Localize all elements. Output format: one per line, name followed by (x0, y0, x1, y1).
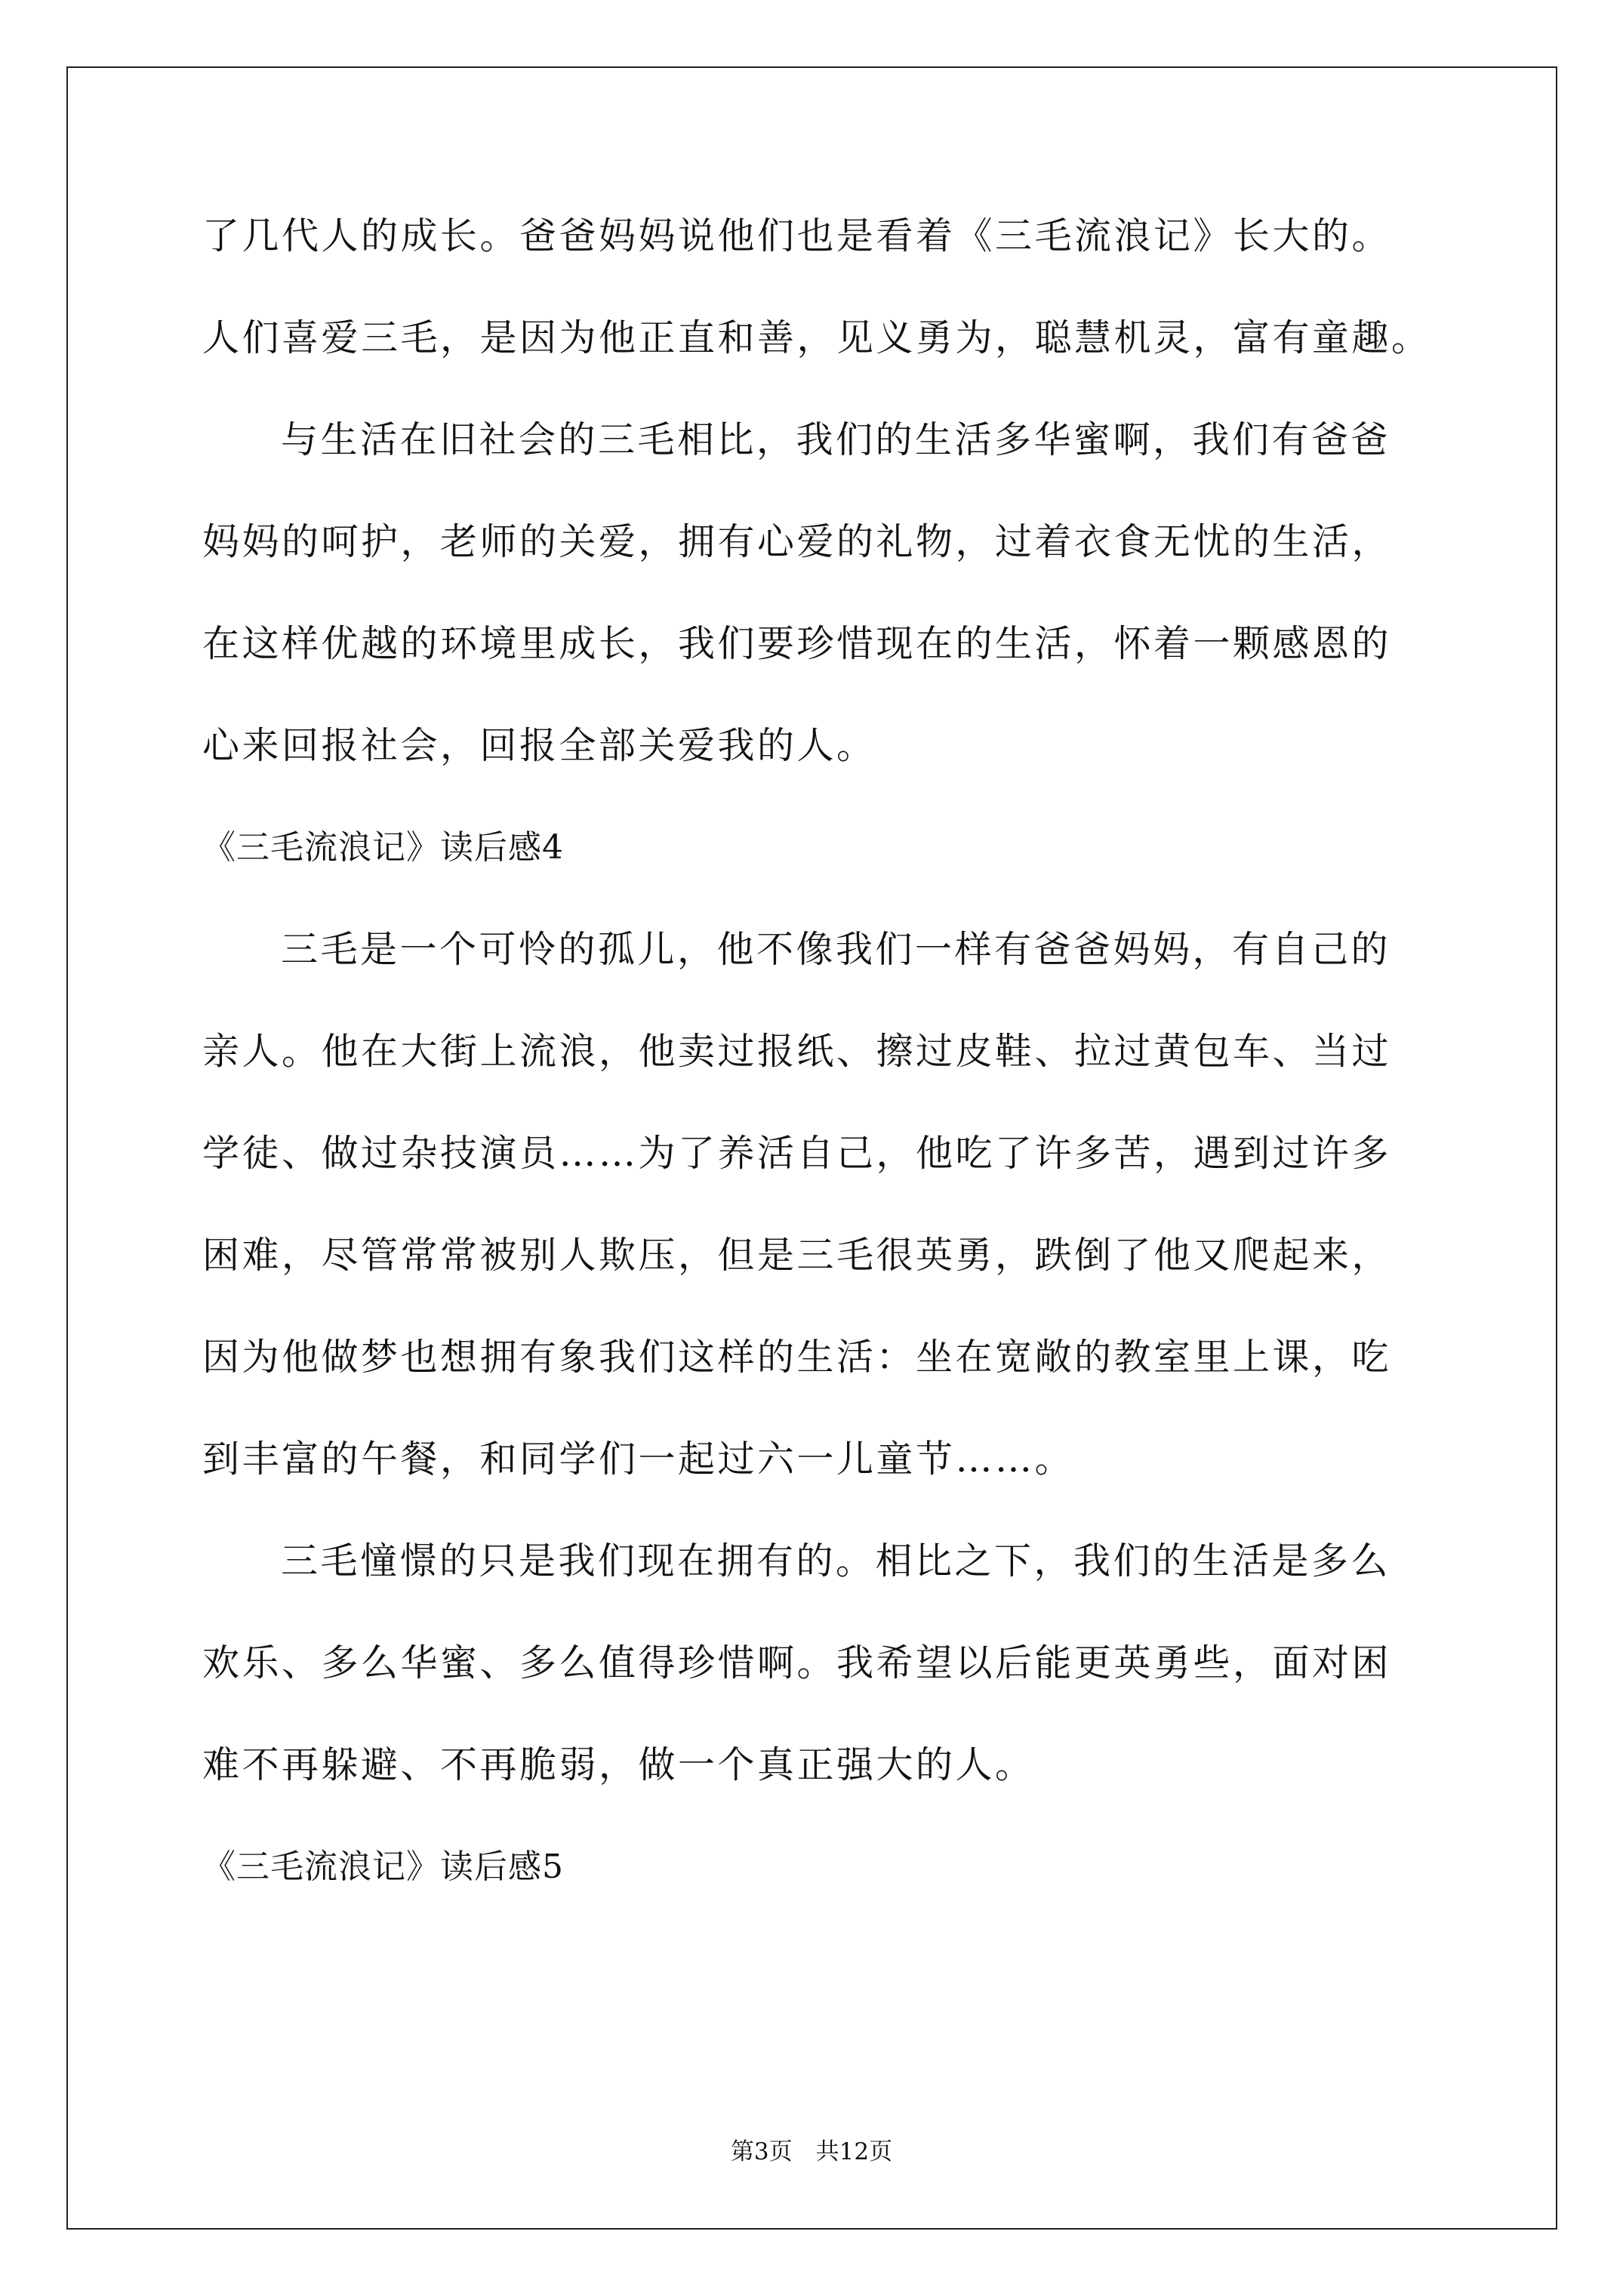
paragraph-start: 三毛是一个可怜的孤儿，他不像我们一样有爸爸妈妈，有自己的 (281, 928, 1391, 971)
body-line: 人们喜爱三毛，是因为他正直和善，见义勇为，聪慧机灵，富有童趣。 (202, 316, 1431, 359)
body-line: 难不再躲避、不再脆弱，做一个真正强大的人。 (202, 1743, 1035, 1786)
body-line: 在这样优越的环境里成长，我们要珍惜现在的生活，怀着一颗感恩的 (202, 622, 1392, 665)
body-line: 了几代人的成长。爸爸妈妈说他们也是看着《三毛流浪记》长大的。 (202, 214, 1392, 257)
page-number: 第3页 共12页 (730, 2138, 893, 2165)
body-line: 欢乐、多么华蜜、多么值得珍惜啊。我希望以后能更英勇些，面对困 (202, 1641, 1392, 1684)
paragraph-start: 与生活在旧社会的三毛相比，我们的生活多华蜜啊，我们有爸爸 (281, 418, 1391, 461)
body-line: 到丰富的午餐，和同学们一起过六一儿童节……。 (202, 1438, 1075, 1481)
body-line: 妈妈的呵护，老师的关爱，拥有心爱的礼物，过着衣食无忧的生活， (202, 520, 1392, 563)
body-line: 因为他做梦也想拥有象我们这样的生活：坐在宽敞的教室里上课，吃 (202, 1336, 1392, 1379)
section-heading: 《三毛流浪记》读后感5 (202, 1848, 564, 1886)
paragraph-start: 三毛憧憬的只是我们现在拥有的。相比之下，我们的生活是多么 (281, 1539, 1391, 1583)
body-line: 亲人。他在大街上流浪，他卖过报纸、擦过皮鞋、拉过黄包车、当过 (202, 1030, 1392, 1073)
body-line: 学徒、做过杂技演员……为了养活自己，他吃了许多苦，遇到过许多 (202, 1132, 1392, 1175)
body-line: 心来回报社会，回报全部关爱我的人。 (202, 724, 876, 767)
section-heading: 《三毛流浪记》读后感4 (202, 828, 564, 867)
body-line: 困难，尽管常常被别人欺压，但是三毛很英勇，跌倒了他又爬起来， (202, 1234, 1392, 1277)
